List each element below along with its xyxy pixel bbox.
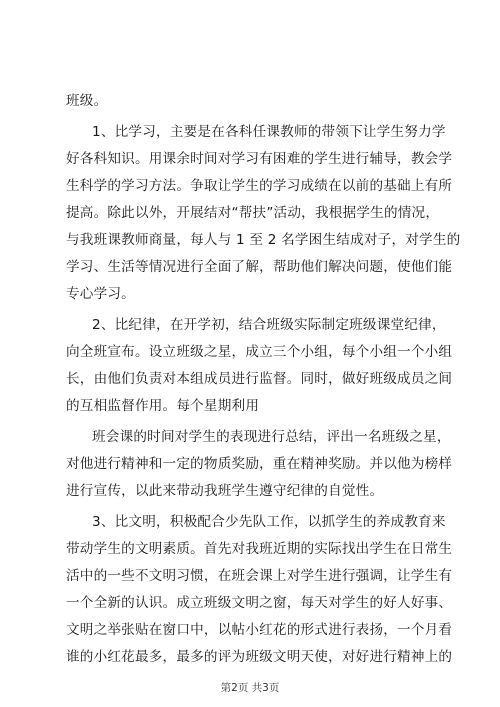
text-line: 2、比纪律，在开学初，结合班级实际制定班级课堂纪律，	[92, 317, 446, 333]
text-line: 生科学的学习方法。争取让学生的学习成绩在以前的基础上有所	[66, 178, 453, 194]
text-line: 带动学生的文明素质。首先对我班近期的实际找出学生在日常生	[66, 541, 453, 557]
text-line: 专心学习。	[66, 286, 135, 302]
text-line: 的互相监督作用。每个星期利用	[66, 398, 260, 414]
text-line: 班会课的时间对学生的表现进行总结，评出一名班级之星，	[92, 429, 451, 445]
text-line: 文明之举张贴在窗口中，以帖小红花的形式进行表扬，一个月看	[66, 622, 453, 638]
text-line: 班级。	[66, 93, 108, 109]
text-line: 学习、生活等情况进行全面了解，帮助他们解决问题，使他们能	[66, 259, 453, 275]
text-line: 一个全新的认识。成立班级文明之窗，每天对学生的好人好事、	[66, 595, 453, 611]
text-line: 长，由他们负责对本组成员进行监督。同时，做好班级成员之间	[66, 371, 453, 387]
text-line: 谁的小红花最多，最多的评为班级文明天使，对好进行精神上的	[66, 649, 453, 665]
text-line: 1、比学习，主要是在各科任课教师的带领下让学生努力学	[92, 124, 446, 140]
text-line: 对他进行精神和一定的物质奖励，重在精神奖励。并以他为榜样	[66, 456, 453, 472]
text-line: 向全班宣布。设立班级之星，成立三个小组，每个小组一个小组	[66, 344, 453, 360]
text-line: 提高。除此以外，开展结对“帮扶”活动，我根据学生的情况，	[66, 205, 440, 221]
text-line: 与我班课教师商量，每人与 1 至 2 名学困生结成对子，对学生的	[66, 232, 461, 248]
text-line: 3、比文明，积极配合少先队工作，以抓学生的养成教育来	[92, 514, 446, 530]
text-line: 进行宣传，以此来带动我班学生遵守纪律的自觉性。	[66, 483, 384, 499]
text-line: 活中的一些不文明习惯，在班会课上对学生进行强调，让学生有	[66, 568, 453, 584]
text-line: 好各科知识。用课余时间对学习有困难的学生进行辅导，教会学	[66, 151, 453, 167]
page-number-footer: 第2页 共3页	[220, 682, 280, 694]
